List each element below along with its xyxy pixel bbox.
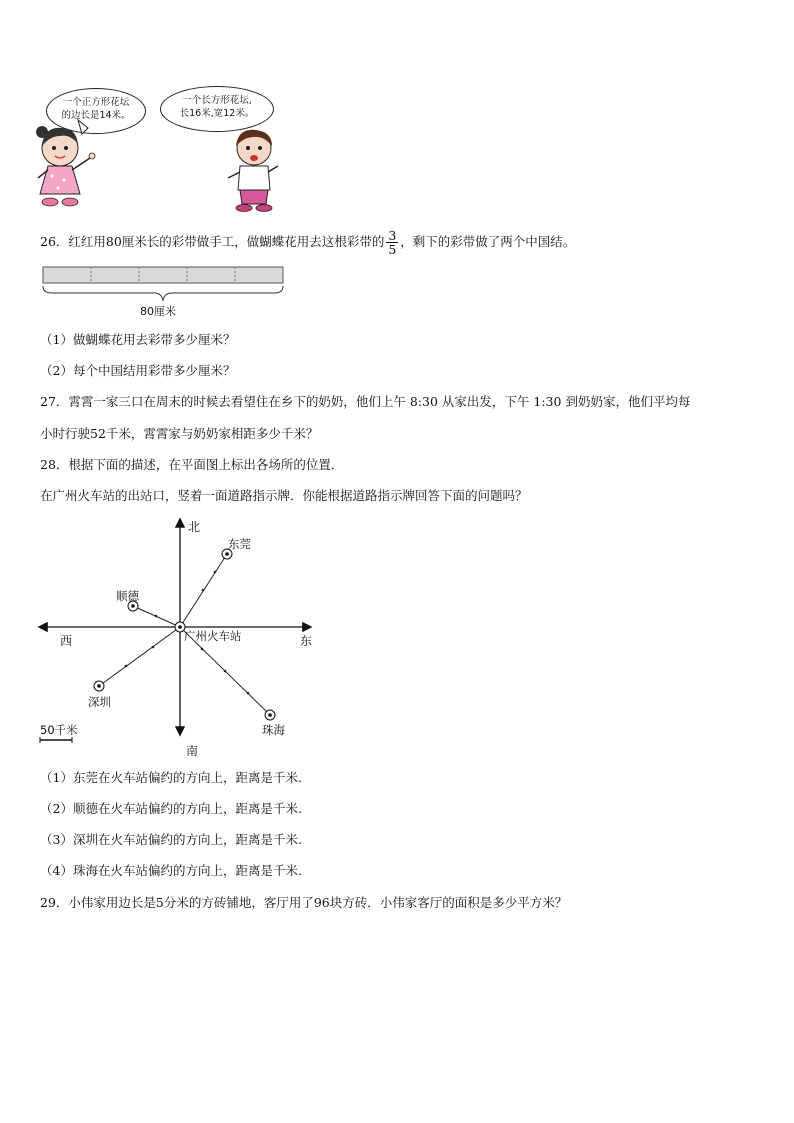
q26-text [40, 225, 575, 259]
q26-sub2: （2）每个中国结用彩带多少厘米？ [40, 363, 236, 378]
map-label-south: 南 [186, 744, 199, 758]
bubble-right-line1: 一个长方形花坛, [182, 95, 252, 106]
map-label-north: 北 [188, 520, 201, 534]
girl-illustration [30, 118, 110, 210]
map-label-shunde: 顺德 [116, 589, 139, 603]
map-label-shenzhen: 深圳 [88, 695, 111, 709]
q28-sub3: （3）深圳在火车站偏约的方向上，距离是千米. [40, 832, 302, 847]
q28-line1: 28．根据下面的描述，在平面图上标出各场所的位置． [40, 457, 344, 472]
map-label-center: 广州火车站 [184, 629, 242, 643]
q26-fraction [386, 229, 398, 256]
zhuhai-marker [265, 710, 275, 720]
q28-sub2: （2）顺德在火车站偏约的方向上，距离是千米. [40, 801, 302, 816]
map-scale-label: 50千米 [40, 723, 78, 737]
q26-text-after: ，剩下的彩带做了两个中国结。 [400, 234, 576, 249]
q28-line2: 在广州火车站的出站口，竖着一面道路指示牌．你能根据道路指示牌回答下面的问题吗？ [40, 488, 528, 503]
map-label-zhuhai: 珠海 [262, 723, 285, 737]
q27-line1: 27．霄霄一家三口在周末的时候去看望住在乡下的奶奶，他们上午 8:30 从家出发，下午 1:30 到奶奶家，他们平均每 [40, 394, 691, 409]
map-label-east: 东 [300, 634, 313, 648]
route-shenzhen [99, 627, 180, 686]
map-label-west: 西 [60, 634, 73, 648]
q26-sub1: （1）做蝴蝶花用去彩带多少厘米？ [40, 332, 236, 347]
bubble-left-line1: 一个正方形花坛 [62, 97, 130, 108]
q27-line2: 小时行驶52千米，霄霄家与奶奶家相距多少千米？ [40, 426, 319, 441]
ribbon-label: 80厘米 [140, 305, 176, 318]
q26-text-before: 26．红红用80厘米长的彩带做手工，做蝴蝶花用去这根彩带的 [40, 234, 385, 249]
bubble-left-line2: 的边长是14米。 [61, 110, 131, 121]
fraction-denominator: 5 [388, 241, 397, 257]
fraction-numerator: 3 [388, 227, 397, 243]
shenzhen-marker [94, 681, 104, 691]
boy-illustration [222, 124, 288, 212]
q28-sub1: （1）东莞在火车站偏约的方向上，距离是千米. [40, 770, 302, 785]
bubble-right-line2: 长16米,宽12米。 [179, 108, 255, 119]
ribbon-diagram [42, 266, 286, 304]
q29-line1: 29．小伟家用边长是5分米的方砖铺地，客厅用了96块方砖．小伟家客厅的面积是多少平方米？ [40, 895, 568, 910]
q28-sub4: （4）珠海在火车站偏约的方向上，距离是千米. [40, 863, 302, 878]
map-label-dongguan: 东莞 [228, 537, 251, 551]
